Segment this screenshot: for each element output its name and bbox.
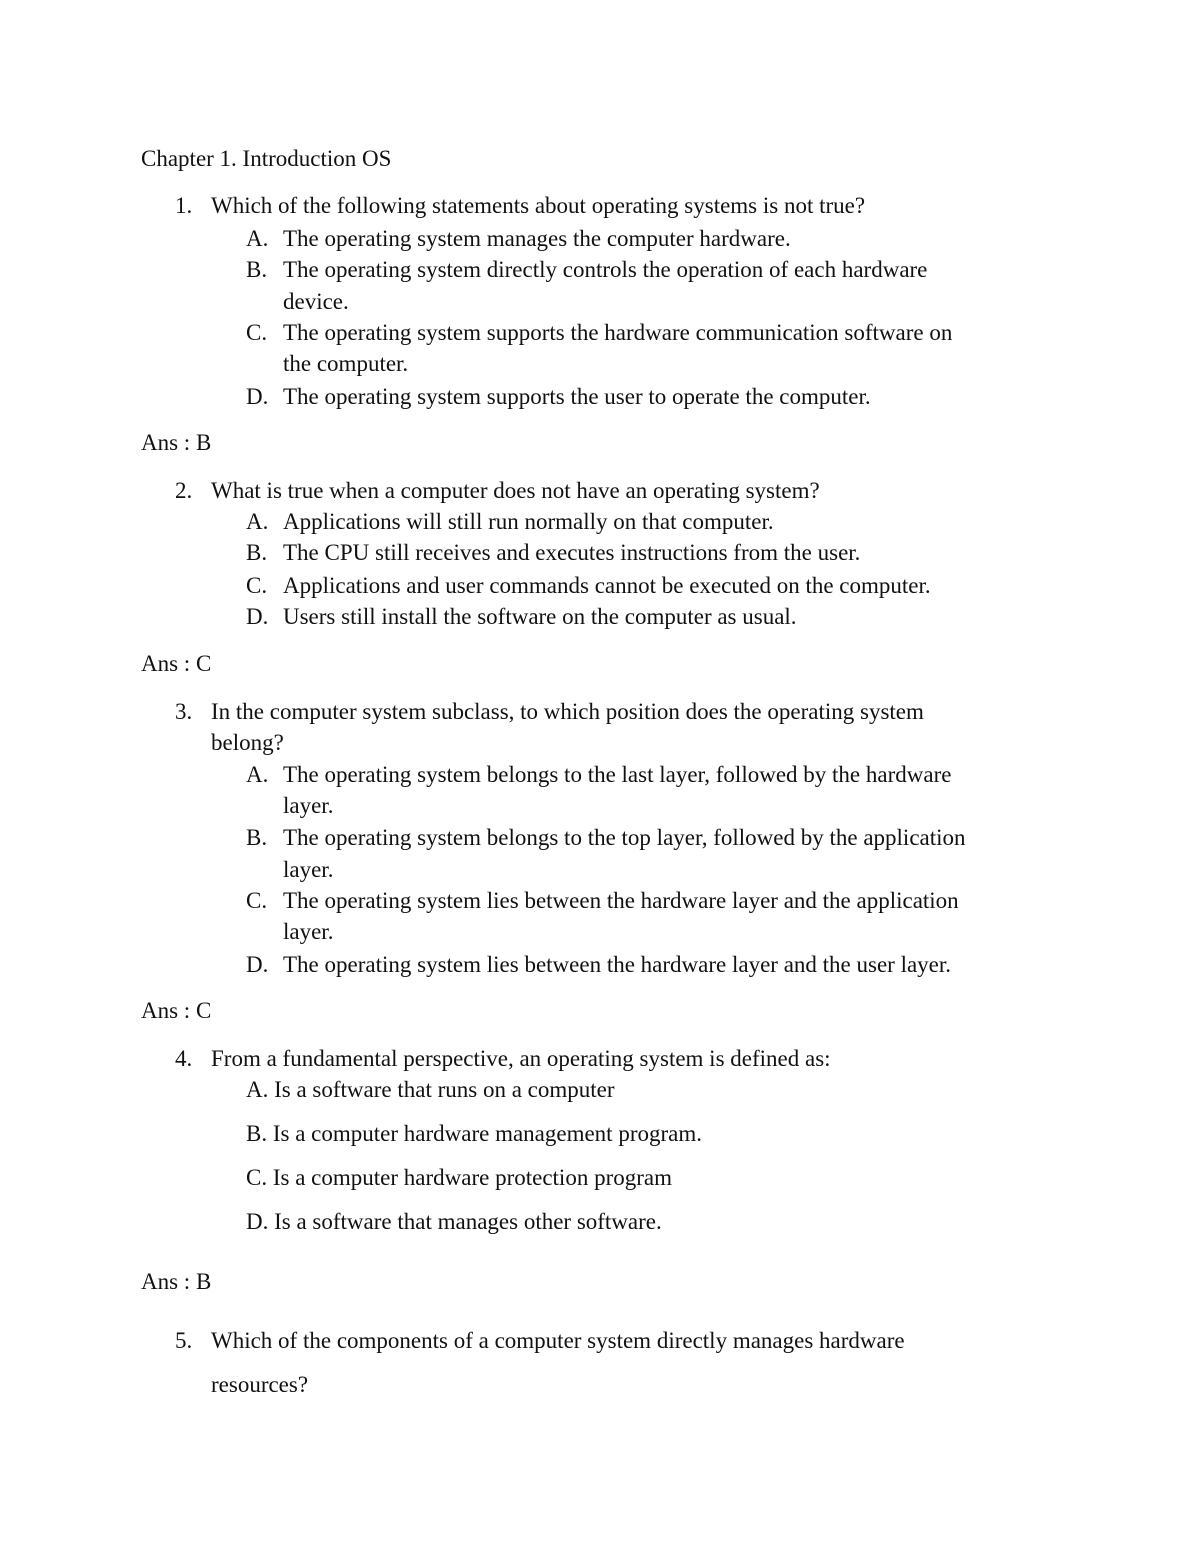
question-3-option-c-line-2: layer. [283,919,334,944]
question-4-answer: Ans : B [141,1269,212,1294]
question-2-option-a-letter: A. [246,509,269,534]
question-1-option-a: The operating system manages the computer hardware. [283,226,791,251]
question-3-number: 3. [175,699,193,724]
question-3-option-d: The operating system lies between the hardware layer and the user layer. [283,952,952,977]
question-1-option-a-letter: A. [246,226,269,251]
question-1-option-b-letter: B. [246,257,268,282]
question-2-option-b: The CPU still receives and executes instructions from the user. [283,540,861,565]
question-1-number: 1. [175,193,193,218]
question-3-option-a-letter: A. [246,762,269,787]
question-5-text: Which of the components of a computer system directly manages hardware [211,1328,905,1353]
question-2-option-c-letter: C. [246,573,268,598]
question-1-text: Which of the following statements about operating systems is not true? [211,193,866,218]
question-1-option-c-line-2: the computer. [283,351,409,376]
question-2-option-d: Users still install the software on the computer as usual. [283,604,797,629]
question-4-option-c: C. Is a computer hardware protection program [246,1165,672,1190]
question-3-option-c-letter: C. [246,888,268,913]
question-3-text: In the computer system subclass, to which position does the operating system [211,699,924,724]
question-1-option-b-line-2: device. [283,289,349,314]
question-4-option-d: D. Is a software that manages other software. [246,1209,662,1234]
question-2-number: 2. [175,478,193,503]
question-3-option-b-line-2: layer. [283,857,334,882]
question-1-option-d: The operating system supports the user to operate the computer. [283,384,871,409]
question-4-number: 4. [175,1046,193,1071]
question-2-option-d-letter: D. [246,604,269,629]
question-1-option-b: The operating system directly controls the operation of each hardware [283,257,928,282]
question-3-option-c: The operating system lies between the hardware layer and the application [283,888,959,913]
question-4-text: From a fundamental perspective, an operating system is defined as: [211,1046,831,1071]
question-2-answer: Ans : C [141,651,212,676]
question-1-option-c-letter: C. [246,320,268,345]
question-3-option-d-letter: D. [246,952,269,977]
question-3-option-a: The operating system belongs to the last layer, followed by the hardware [283,762,952,787]
question-3-option-a-line-2: layer. [283,793,334,818]
question-2-option-c: Applications and user commands cannot be executed on the computer. [283,573,931,598]
question-3-option-b-letter: B. [246,825,268,850]
question-1-option-c: The operating system supports the hardware communication software on [283,320,953,345]
question-4-option-a: A. Is a software that runs on a computer [246,1077,615,1102]
question-2-text: What is true when a computer does not have an operating system? [211,478,820,503]
chapter-title: Chapter 1. Introduction OS [141,146,392,171]
question-1-answer: Ans : B [141,430,212,455]
question-2-option-a: Applications will still run normally on that computer. [283,509,774,534]
question-3-option-b: The operating system belongs to the top layer, followed by the application [283,825,966,850]
question-4-option-b: B. Is a computer hardware management program. [246,1121,702,1146]
question-5-number: 5. [175,1328,193,1353]
question-5-text-line-2: resources? [211,1372,309,1397]
question-1-option-d-letter: D. [246,384,269,409]
question-3-answer: Ans : C [141,998,212,1023]
question-3-text-line-2: belong? [211,730,284,755]
question-2-option-b-letter: B. [246,540,268,565]
